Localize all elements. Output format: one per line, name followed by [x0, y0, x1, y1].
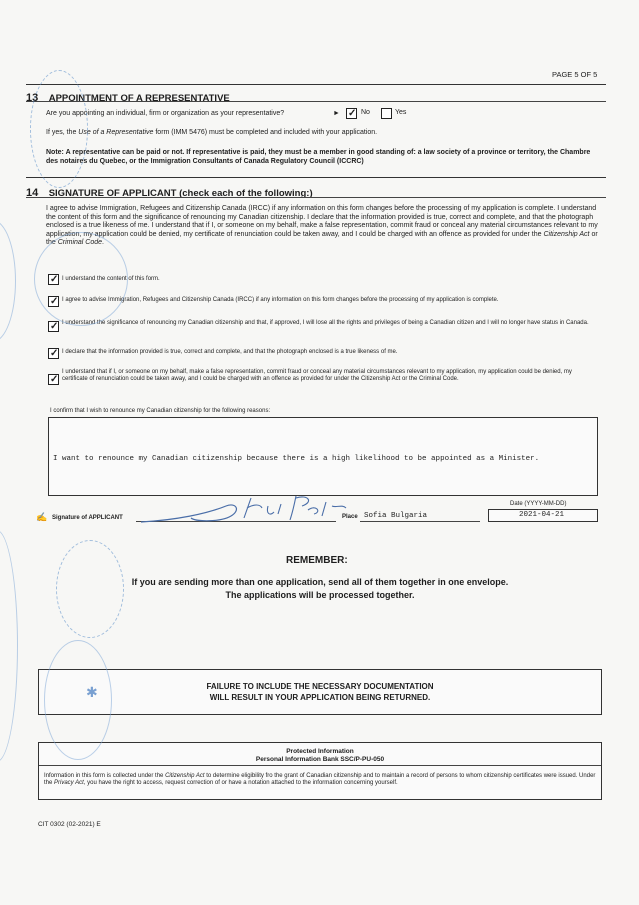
reasons-textarea[interactable]	[48, 417, 598, 496]
date-value: 2021-04-21	[519, 511, 565, 519]
official-stamp	[0, 530, 18, 762]
failure-warning-box	[38, 669, 602, 715]
failure-line-1: FAILURE TO INCLUDE THE NECESSARY DOCUMENTATION	[206, 682, 434, 691]
yes-label: Yes	[395, 109, 407, 116]
yes-checkbox[interactable]	[381, 108, 392, 119]
section-14-title: SIGNATURE OF APPLICANT (check each of the following:)	[48, 188, 313, 199]
no-label: No	[361, 109, 370, 116]
check-icon: ✓	[50, 274, 59, 285]
declaration-item-4: I declare that the information provided is true, correct and complete, and that the photograph enclosed is a true likeness of me.	[62, 349, 398, 355]
check-icon: ✓	[50, 374, 59, 385]
official-stamp	[30, 70, 88, 188]
declaration-checkbox-3[interactable]	[48, 321, 59, 332]
place-label: Place	[342, 514, 358, 520]
protected-info-box	[38, 742, 602, 800]
protected-text: Information in this form is collected under the Citizenship Act to determine eligibility fro the grant of Canadian citizenship and to maintain a record of persons to whom citizenship certificates were issued. Under the Privacy Act, you have the right to access, request correction of or have a notation attached to the information concerning yourself.	[44, 773, 596, 787]
declaration-item-3: I understand the significance of renouncing my Canadian citizenship and that, if approved, I will lose all the rights and privileges of being a Canadian citizen and I will no longer have status in Canada.	[62, 320, 589, 326]
divider	[26, 84, 606, 85]
check-icon: ✓	[50, 321, 59, 332]
failure-line-2: WILL RESULT IN YOUR APPLICATION BEING RETURNED.	[209, 693, 431, 702]
section-13-header: 13 APPOINTMENT OF A REPRESENTATIVE	[26, 92, 230, 104]
official-stamp	[34, 232, 128, 326]
arrow-icon: ►	[333, 110, 340, 117]
applicant-signature	[136, 492, 366, 528]
declaration-checkbox-4[interactable]	[48, 348, 59, 359]
official-stamp	[56, 540, 124, 638]
form-code: CIT 0302 (02-2021) E	[38, 821, 101, 828]
representative-question: Are you appointing an individual, firm or organization as your representative?	[46, 110, 285, 117]
section-14-header: 14 SIGNATURE OF APPLICANT (check each of the following:)	[26, 187, 313, 199]
official-stamp	[0, 220, 16, 342]
place-value[interactable]: Sofia Bulgaria	[364, 512, 428, 520]
official-stamp	[44, 640, 112, 760]
remember-title: REMEMBER:	[286, 555, 348, 566]
signature-pen-icon: ✍	[36, 512, 48, 522]
declaration-intro: I agree to advise Immigration, Refugees and Citizenship Canada (IRCC) if any information on this form changes before the processing of my application is complete. I understand the content of this form and the significance of renouncing my Canadian citizenship. I declare that the information provided is true, correct and complete, and that the photograph enclosed is a true likeness of me. I understand that if I, or someone on my behalf, make a false representation, commit fraud or conceal any material circumstances relevant to my application, my application could be denied, my certificate of renunciation could be taken away, and I could be charged with an offence as provided for under the Citizenship Act or the Criminal Code.	[46, 205, 598, 247]
check-icon: ✓	[348, 108, 357, 119]
declaration-item-2: I agree to advise Immigration, Refugees and Citizenship Canada (IRCC) if any information on this form changes before the processing of my application is complete.	[62, 297, 499, 303]
section-13-title: APPOINTMENT OF A REPRESENTATIVE	[48, 93, 230, 104]
declaration-item-1: I understand the content of this form.	[62, 276, 160, 282]
reasons-value: I want to renounce my Canadian citizenship because there is a high likelihood to be appointed as a Minister.	[53, 455, 540, 463]
remember-line-2: The applications will be processed together.	[225, 590, 415, 600]
protected-title-1: Protected Information	[286, 748, 354, 755]
check-icon: ✓	[50, 348, 59, 359]
signature-label: Signature of APPLICANT	[52, 515, 123, 521]
representative-note: Note: A representative can be paid or not. If representative is paid, they must be a member in good standing of: a law society of a province or territory, the Chambre des notaires du Quebec, or the Immigration Consultants of Canada Regulatory Council (ICCRC)	[46, 149, 591, 165]
page-number: PAGE 5 OF 5	[552, 70, 598, 79]
reasons-label: I confirm that I wish to renounce my Canadian citizenship for the following reasons:	[50, 408, 271, 414]
date-field[interactable]	[488, 509, 598, 522]
declaration-checkbox-5[interactable]	[48, 374, 59, 385]
date-label: Date (YYYY-MM-DD)	[510, 501, 567, 507]
declaration-item-5: I understand that if I, or someone on my behalf, make a false representation, commit fraud or conceal any material circumstances relevant to my application, my application could be denied, my certificate of renunciation could be taken away, and I could be charged with an offence as provided for under the Citizenship Act or the Criminal Code.	[62, 369, 572, 383]
check-icon: ✓	[50, 296, 59, 307]
protected-title-2: Personal Information Bank SSC/P-PU-050	[255, 756, 385, 763]
no-checkbox[interactable]	[346, 108, 357, 119]
star-icon: ✱	[86, 684, 98, 700]
if-yes-instruction: If yes, the Use of a Representative form (IMM 5476) must be completed and included with your application.	[46, 129, 378, 136]
remember-line-1: If you are sending more than one application, send all of them together in one envelope.	[131, 577, 509, 587]
